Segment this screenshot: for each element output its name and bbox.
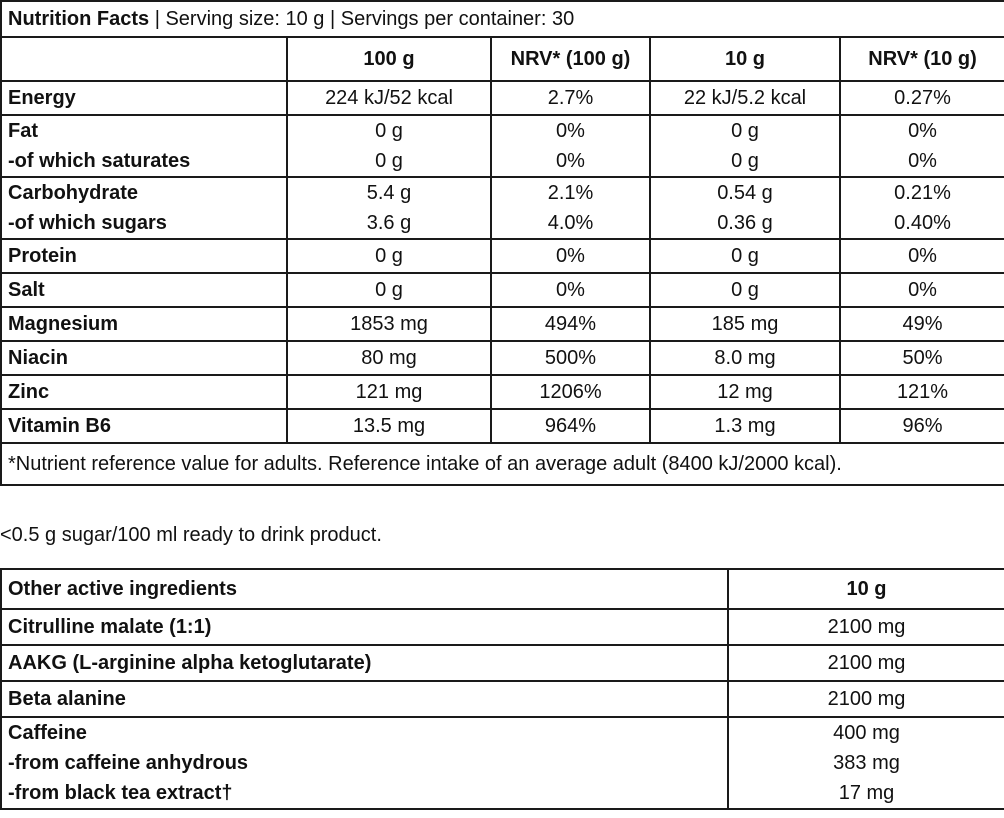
nutrient-name-line: Vitamin B6 [8, 414, 111, 437]
ingredient-amount-line: 400 mg [833, 722, 900, 744]
nrv-10g-line: 0% [908, 150, 937, 172]
value-100g [287, 115, 491, 177]
value-10g-line: 0 g [731, 244, 759, 267]
value-100g [287, 375, 491, 409]
nutrient-name-line: -of which sugars [8, 212, 167, 234]
value-10g [650, 375, 840, 409]
nutrient-name-line: Energy [8, 86, 76, 109]
value-10g-line: 8.0 mg [714, 346, 776, 369]
nrv-10g [840, 273, 1004, 307]
nrv-10g [840, 81, 1004, 115]
nutrient-name [1, 273, 287, 307]
ingredients-header-row [1, 569, 1004, 609]
serving-info: Serving size: 10 g | Servings per container: 30 [165, 7, 575, 30]
value-100g-line: 0 g [375, 120, 403, 142]
ingredient-amount [728, 609, 1004, 645]
sugar-note: <0.5 g sugar/100 ml ready to drink product. [0, 524, 382, 546]
value-100g-line: 3.6 g [366, 212, 412, 234]
nrv-10g-line: 121% [896, 380, 949, 403]
value-10g [650, 307, 840, 341]
nutrient-row [1, 239, 1004, 273]
value-10g-line: 0 g [731, 150, 759, 172]
nutrient-name-line: Protein [8, 244, 77, 267]
ingredient-name [1, 645, 728, 681]
nrv-100g-line: 964% [544, 414, 597, 437]
nutrient-name [1, 115, 287, 177]
nutrient-name-line: Carbohydrate [8, 182, 139, 204]
nutrient-name-line: Salt [8, 278, 45, 301]
nutrient-row [1, 409, 1004, 443]
nrv-100g-line: 0% [556, 120, 585, 142]
nutrient-row [1, 115, 1004, 177]
nrv-100g [491, 239, 650, 273]
value-10g-line: 0.54 g [717, 182, 773, 204]
nutrient-row [1, 273, 1004, 307]
nutrient-name [1, 177, 287, 239]
value-10g [650, 177, 840, 239]
nrv-100g [491, 409, 650, 443]
nrv-100g-line: 2.1% [547, 182, 594, 204]
footnote-row [1, 443, 1004, 485]
ingredient-amount [728, 681, 1004, 717]
nrv-10g [840, 115, 1004, 177]
value-100g [287, 409, 491, 443]
value-100g [287, 81, 491, 115]
nutrient-name [1, 239, 287, 273]
active-ingredients-table [0, 568, 1004, 810]
nrv-100g-line: 500% [544, 346, 597, 369]
value-10g-line: 0 g [731, 278, 759, 301]
nutrient-name [1, 81, 287, 115]
value-100g-line: 1853 mg [350, 312, 428, 335]
value-100g [287, 341, 491, 375]
nutrition-title-cell [1, 1, 1004, 37]
header-nrv-100g: NRV* (100 g) [491, 37, 650, 81]
nrv-100g [491, 81, 650, 115]
header-per-10g: 10 g [650, 37, 840, 81]
nutrient-row [1, 177, 1004, 239]
value-10g-line: 0.36 g [717, 212, 773, 234]
nrv-100g-line: 0% [556, 150, 585, 172]
ingredient-row [1, 645, 1004, 681]
nrv-100g-line: 494% [544, 312, 597, 335]
value-100g-line: 121 mg [355, 380, 423, 403]
nrv-10g [840, 375, 1004, 409]
nrv-100g [491, 177, 650, 239]
ingredient-name-line: Caffeine [8, 722, 87, 744]
nutrient-row [1, 81, 1004, 115]
value-10g-line: 12 mg [717, 380, 773, 403]
nrv-10g [840, 239, 1004, 273]
value-10g [650, 341, 840, 375]
value-10g [650, 115, 840, 177]
header-per-100g: 100 g [287, 37, 491, 81]
nutrient-row [1, 375, 1004, 409]
nrv-100g [491, 273, 650, 307]
ingredient-name-line: -from caffeine anhydrous [8, 752, 249, 774]
nutrient-name-line: Fat [8, 120, 38, 142]
nrv-100g [491, 375, 650, 409]
value-100g-line: 0 g [375, 278, 403, 301]
nutrient-row [1, 307, 1004, 341]
ingredient-name [1, 717, 728, 809]
nutrient-name-line: -of which saturates [8, 150, 191, 172]
nutrient-name-line: Magnesium [8, 312, 119, 335]
nrv-10g-line: 96% [902, 414, 943, 437]
ingredients-header-amount: 10 g [728, 569, 1004, 609]
nutrient-name [1, 341, 287, 375]
value-10g-line: 1.3 mg [714, 414, 776, 437]
value-100g-line: 224 kJ/52 kcal [325, 86, 453, 109]
nrv-100g-line: 0% [556, 244, 585, 267]
nrv-100g [491, 115, 650, 177]
value-10g [650, 409, 840, 443]
nutrient-name-line: Zinc [8, 380, 50, 403]
nrv-10g-line: 50% [902, 346, 943, 369]
nutrition-title: Nutrition Facts [8, 7, 150, 30]
nutrition-header-row [1, 37, 1004, 81]
value-10g [650, 273, 840, 307]
nutrition-body [1, 81, 1004, 443]
nutrient-name [1, 375, 287, 409]
value-100g [287, 307, 491, 341]
ingredient-row [1, 609, 1004, 645]
nrv-100g [491, 307, 650, 341]
ingredient-name-line: -from black tea extract† [8, 782, 233, 804]
value-100g [287, 239, 491, 273]
ingredient-name-line: Citrulline malate (1:1) [8, 615, 212, 638]
value-10g [650, 81, 840, 115]
value-10g-line: 22 kJ/5.2 kcal [683, 86, 807, 109]
value-100g-line: 5.4 g [366, 182, 412, 204]
ingredient-amount-line: 2100 mg [827, 687, 906, 710]
ingredient-amount [728, 717, 1004, 809]
nrv-footnote: *Nutrient reference value for adults. Reference intake of an average adult (8400 kJ/2000 kcal). [1, 443, 1004, 485]
value-100g-line: 80 mg [361, 346, 417, 369]
nrv-100g-line: 0% [556, 278, 585, 301]
ingredient-name-line: AAKG (L-arginine alpha ketoglutarate) [8, 651, 372, 674]
header-nutrient [1, 37, 287, 81]
ingredient-name [1, 609, 728, 645]
nrv-10g [840, 307, 1004, 341]
nrv-10g-line: 49% [902, 312, 943, 335]
nrv-10g [840, 177, 1004, 239]
title-separator: | [154, 7, 166, 30]
nrv-10g-line: 0.27% [894, 86, 951, 109]
value-10g-line: 185 mg [711, 312, 779, 335]
nrv-100g-line: 4.0% [547, 212, 594, 234]
ingredient-amount [728, 645, 1004, 681]
nrv-10g-line: 0% [908, 278, 937, 301]
ingredient-name [1, 681, 728, 717]
nrv-10g-line: 0.40% [894, 212, 951, 234]
header-nrv-10g: NRV* (10 g) [840, 37, 1004, 81]
nrv-100g-line: 2.7% [547, 86, 594, 109]
nutrient-name [1, 307, 287, 341]
nrv-10g-line: 0% [908, 244, 937, 267]
nrv-10g-line: 0.21% [894, 182, 951, 204]
nutrient-row [1, 341, 1004, 375]
nrv-10g-line: 0% [908, 120, 937, 142]
ingredient-amount-line: 2100 mg [827, 651, 906, 674]
value-100g-line: 0 g [375, 244, 403, 267]
ingredient-amount-line: 17 mg [838, 782, 895, 804]
value-100g [287, 177, 491, 239]
ingredient-row [1, 681, 1004, 717]
ingredients-body [1, 609, 1004, 809]
nutrition-title-row [1, 1, 1004, 37]
ingredient-amount-line: 383 mg [833, 752, 900, 774]
value-100g-line: 13.5 mg [352, 414, 426, 437]
value-10g-line: 0 g [731, 120, 759, 142]
ingredient-row [1, 717, 1004, 809]
nrv-100g-line: 1206% [539, 380, 602, 403]
nrv-10g [840, 341, 1004, 375]
nutrient-name [1, 409, 287, 443]
ingredients-header-name: Other active ingredients [1, 569, 728, 609]
value-100g-line: 0 g [375, 150, 403, 172]
value-10g [650, 239, 840, 273]
ingredient-amount-line: 2100 mg [827, 615, 906, 638]
nrv-10g [840, 409, 1004, 443]
ingredient-name-line: Beta alanine [8, 687, 126, 710]
nrv-100g [491, 341, 650, 375]
value-100g [287, 273, 491, 307]
nutrient-name-line: Niacin [8, 346, 69, 369]
